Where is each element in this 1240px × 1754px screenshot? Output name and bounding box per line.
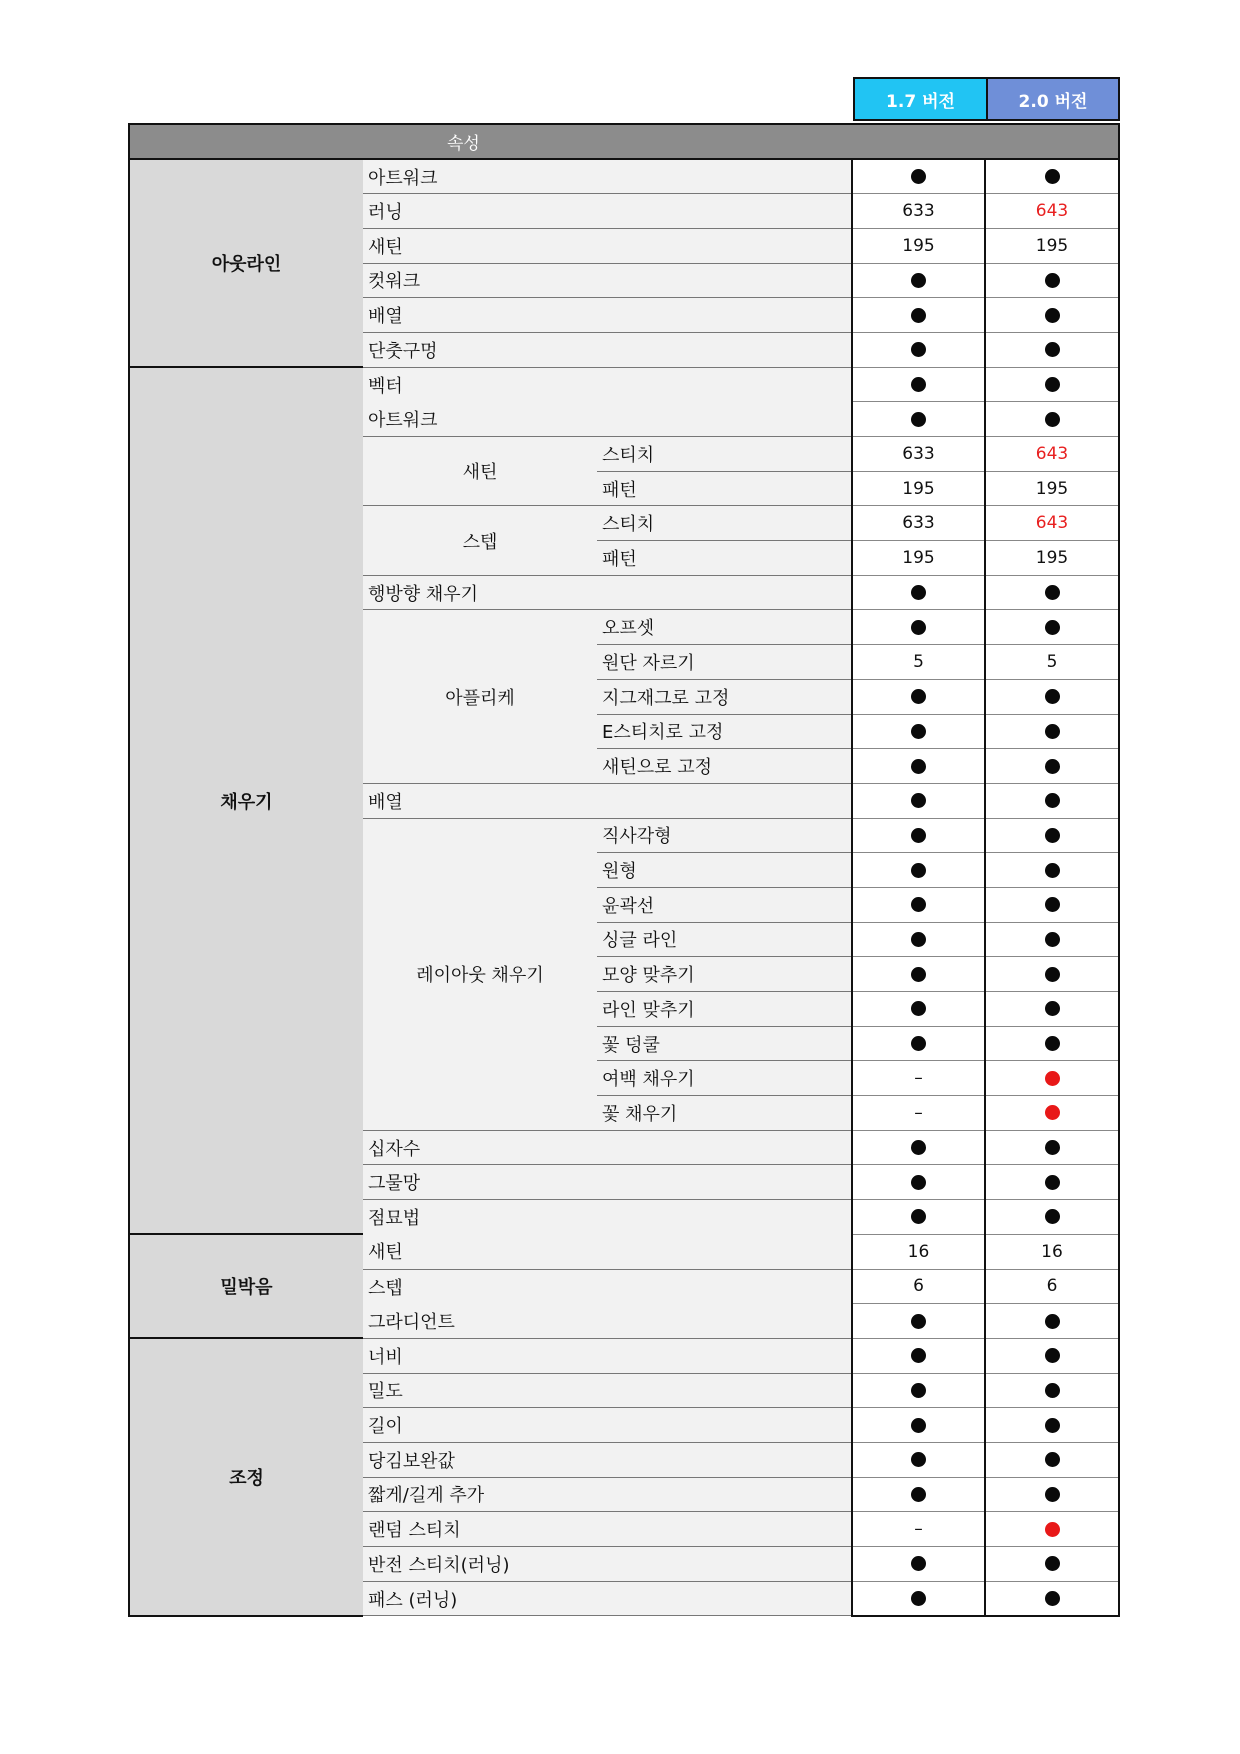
supported-dot-icon: [1045, 1071, 1060, 1086]
value-2-0: [985, 575, 1119, 610]
feature-label: 러닝: [363, 194, 852, 229]
feature-label: 그물망: [363, 1165, 852, 1200]
supported-dot-icon: [911, 412, 926, 427]
feature-comparison-table: [128, 123, 1120, 1617]
value-1-7: [852, 228, 985, 263]
supported-dot-icon: [911, 1314, 926, 1329]
value-1-7: [852, 1200, 985, 1235]
supported-dot-icon: [911, 1209, 926, 1224]
supported-dot-icon: [911, 1452, 926, 1467]
value-2-0: [985, 541, 1119, 576]
value-1-7: [852, 645, 985, 680]
value-2-0: [985, 853, 1119, 888]
supported-dot-icon: [911, 1175, 926, 1190]
supported-dot-icon: [1045, 724, 1060, 739]
supported-dot-icon: [1045, 1418, 1060, 1433]
attribute-header: [129, 124, 1119, 159]
value-1-7: [852, 1512, 985, 1547]
version-1-7-header: 1.7 버전: [853, 77, 988, 121]
value-2-0: [985, 1338, 1119, 1373]
supported-dot-icon: [911, 1140, 926, 1155]
feature-label: 아트워크: [363, 402, 852, 437]
feature-label: 모양 맞추기: [597, 957, 852, 992]
supported-dot-icon: [1045, 1452, 1060, 1467]
value-2-0: [985, 1200, 1119, 1235]
value-text: –: [914, 1519, 923, 1540]
feature-label: 직사각형: [597, 818, 852, 853]
value-text: 195: [902, 478, 935, 499]
value-2-0: [985, 1165, 1119, 1200]
value-1-7: [852, 367, 985, 402]
value-2-0: [985, 159, 1119, 194]
value-1-7: [852, 575, 985, 610]
value-2-0: [985, 228, 1119, 263]
value-2-0: [985, 922, 1119, 957]
value-1-7: [852, 714, 985, 749]
supported-dot-icon: [911, 1348, 926, 1363]
value-text: 643: [1035, 201, 1069, 222]
value-1-7: [852, 1547, 985, 1582]
value-1-7: [852, 506, 985, 541]
value-1-7: [852, 298, 985, 333]
value-1-7: [852, 332, 985, 367]
value-2-0: [985, 1373, 1119, 1408]
supported-dot-icon: [1045, 1522, 1060, 1537]
value-2-0: [985, 437, 1119, 472]
value-2-0: [985, 1408, 1119, 1443]
value-1-7: [852, 1373, 985, 1408]
value-2-0: [985, 1442, 1119, 1477]
feature-label: 밀도: [363, 1373, 852, 1408]
category-cell: 밀박음: [129, 1234, 363, 1338]
feature-label: 행방향 채우기: [363, 575, 852, 610]
supported-dot-icon: [911, 308, 926, 323]
feature-label: 컷워크: [363, 263, 852, 298]
feature-label: 라인 맞추기: [597, 992, 852, 1027]
feature-label: 랜덤 스티치: [363, 1512, 852, 1547]
supported-dot-icon: [1045, 1348, 1060, 1363]
value-2-0: [985, 1581, 1119, 1616]
supported-dot-icon: [1045, 169, 1060, 184]
value-2-0: [985, 194, 1119, 229]
value-2-0: [985, 1477, 1119, 1512]
supported-dot-icon: [1045, 897, 1060, 912]
subgroup-cell: 새틴: [363, 437, 597, 506]
feature-label: 짧게/길게 추가: [363, 1477, 852, 1512]
value-text: –: [914, 1068, 923, 1089]
supported-dot-icon: [911, 1487, 926, 1502]
value-2-0: [985, 610, 1119, 645]
value-text: 633: [902, 201, 935, 222]
supported-dot-icon: [1045, 342, 1060, 357]
feature-label: 아트워크: [363, 159, 852, 194]
value-1-7: [852, 1130, 985, 1165]
value-text: 643: [1035, 513, 1069, 534]
feature-label: 스티치: [597, 437, 852, 472]
supported-dot-icon: [911, 1036, 926, 1051]
value-1-7: [852, 471, 985, 506]
category-cell: 아웃라인: [129, 159, 363, 367]
supported-dot-icon: [1045, 967, 1060, 982]
supported-dot-icon: [911, 342, 926, 357]
table-row: [129, 1234, 1119, 1269]
supported-dot-icon: [1045, 1556, 1060, 1571]
value-2-0: [985, 887, 1119, 922]
value-text: 643: [1035, 443, 1069, 464]
value-1-7: [852, 1234, 985, 1269]
value-1-7: [852, 1408, 985, 1443]
feature-label: 오프셋: [597, 610, 852, 645]
feature-label: 스티치: [597, 506, 852, 541]
supported-dot-icon: [911, 897, 926, 912]
attribute-header-label: 속성: [447, 134, 480, 154]
supported-dot-icon: [1045, 828, 1060, 843]
table-row: [129, 367, 1119, 402]
value-1-7: [852, 1581, 985, 1616]
feature-label: 스텝: [363, 1269, 852, 1304]
supported-dot-icon: [1045, 1591, 1060, 1606]
value-1-7: [852, 992, 985, 1027]
value-1-7: [852, 1026, 985, 1061]
value-2-0: [985, 783, 1119, 818]
feature-label: 새틴으로 고정: [597, 749, 852, 784]
feature-label: 패턴: [597, 471, 852, 506]
value-1-7: [852, 1165, 985, 1200]
value-1-7: [852, 1269, 985, 1304]
value-text: 195: [1035, 478, 1069, 499]
supported-dot-icon: [911, 863, 926, 878]
value-text: 633: [902, 443, 935, 464]
value-text: 6: [913, 1276, 924, 1297]
value-1-7: [852, 1477, 985, 1512]
supported-dot-icon: [911, 1556, 926, 1571]
value-1-7: [852, 853, 985, 888]
value-2-0: [985, 1512, 1119, 1547]
subgroup-cell: 레이아웃 채우기: [363, 818, 597, 1130]
value-1-7: [852, 922, 985, 957]
value-text: 195: [1035, 547, 1069, 568]
value-2-0: [985, 1130, 1119, 1165]
value-1-7: [852, 437, 985, 472]
supported-dot-icon: [1045, 1383, 1060, 1398]
value-text: 5: [1046, 651, 1058, 672]
value-1-7: [852, 679, 985, 714]
value-2-0: [985, 298, 1119, 333]
supported-dot-icon: [911, 1591, 926, 1606]
feature-label: 패스 (러닝): [363, 1581, 852, 1616]
feature-label: 꽃 채우기: [597, 1096, 852, 1131]
feature-label: 꽃 덩쿨: [597, 1026, 852, 1061]
value-2-0: [985, 332, 1119, 367]
supported-dot-icon: [1045, 1140, 1060, 1155]
value-1-7: [852, 957, 985, 992]
table-row: [129, 1338, 1119, 1373]
value-2-0: [985, 1547, 1119, 1582]
feature-label: 길이: [363, 1408, 852, 1443]
value-2-0: [985, 818, 1119, 853]
supported-dot-icon: [1045, 273, 1060, 288]
value-2-0: [985, 1061, 1119, 1096]
supported-dot-icon: [1045, 412, 1060, 427]
subgroup-cell: 아플리케: [363, 610, 597, 783]
feature-label: 새틴: [363, 1234, 852, 1269]
value-1-7: [852, 1338, 985, 1373]
value-2-0: [985, 263, 1119, 298]
supported-dot-icon: [911, 169, 926, 184]
value-1-7: [852, 194, 985, 229]
value-text: –: [914, 1102, 923, 1123]
value-2-0: [985, 367, 1119, 402]
supported-dot-icon: [1045, 1001, 1060, 1016]
supported-dot-icon: [911, 932, 926, 947]
supported-dot-icon: [911, 724, 926, 739]
supported-dot-icon: [1045, 932, 1060, 947]
value-2-0: [985, 402, 1119, 437]
supported-dot-icon: [1045, 1209, 1060, 1224]
feature-label: 싱글 라인: [597, 922, 852, 957]
value-text: 633: [902, 513, 935, 534]
feature-label: 그라디언트: [363, 1304, 852, 1339]
value-2-0: [985, 506, 1119, 541]
value-2-0: [985, 714, 1119, 749]
supported-dot-icon: [911, 1383, 926, 1398]
supported-dot-icon: [911, 620, 926, 635]
supported-dot-icon: [1045, 308, 1060, 323]
value-1-7: [852, 1442, 985, 1477]
table-row: [129, 159, 1119, 194]
value-text: 16: [1041, 1241, 1063, 1262]
value-2-0: [985, 749, 1119, 784]
supported-dot-icon: [1045, 689, 1060, 704]
feature-label: 십자수: [363, 1130, 852, 1165]
value-2-0: [985, 957, 1119, 992]
value-1-7: [852, 1061, 985, 1096]
feature-label: E스티치로 고정: [597, 714, 852, 749]
supported-dot-icon: [1045, 585, 1060, 600]
value-1-7: [852, 1304, 985, 1339]
value-text: 6: [1046, 1276, 1058, 1297]
version-header: [853, 77, 1120, 124]
category-cell: 조정: [129, 1338, 363, 1616]
value-2-0: [985, 645, 1119, 680]
value-1-7: [852, 159, 985, 194]
value-1-7: [852, 749, 985, 784]
feature-label: 윤곽선: [597, 887, 852, 922]
supported-dot-icon: [1045, 759, 1060, 774]
feature-label: 패턴: [597, 541, 852, 576]
supported-dot-icon: [911, 1418, 926, 1433]
supported-dot-icon: [1045, 377, 1060, 392]
value-1-7: [852, 887, 985, 922]
supported-dot-icon: [1045, 1175, 1060, 1190]
value-2-0: [985, 1026, 1119, 1061]
feature-label: 반전 스티치(러닝): [363, 1547, 852, 1582]
value-2-0: [985, 1304, 1119, 1339]
value-2-0: [985, 1234, 1119, 1269]
value-text: 195: [1035, 235, 1069, 256]
value-text: 195: [902, 547, 935, 568]
supported-dot-icon: [911, 689, 926, 704]
supported-dot-icon: [1045, 863, 1060, 878]
feature-label: 지그재그로 고정: [597, 679, 852, 714]
value-text: 5: [913, 651, 924, 672]
supported-dot-icon: [911, 273, 926, 288]
supported-dot-icon: [911, 793, 926, 808]
supported-dot-icon: [911, 967, 926, 982]
version-2-0-header: 2.0 버전: [986, 77, 1120, 121]
supported-dot-icon: [911, 377, 926, 392]
value-1-7: [852, 541, 985, 576]
value-2-0: [985, 471, 1119, 506]
category-cell: 채우기: [129, 367, 363, 1234]
feature-label: 원형: [597, 853, 852, 888]
feature-label: 점묘법: [363, 1200, 852, 1235]
value-2-0: [985, 1269, 1119, 1304]
value-1-7: [852, 818, 985, 853]
value-1-7: [852, 402, 985, 437]
feature-label: 너비: [363, 1338, 852, 1373]
feature-label: 당김보완값: [363, 1442, 852, 1477]
feature-label: 배열: [363, 298, 852, 333]
value-2-0: [985, 992, 1119, 1027]
supported-dot-icon: [1045, 1036, 1060, 1051]
supported-dot-icon: [1045, 793, 1060, 808]
supported-dot-icon: [1045, 1105, 1060, 1120]
value-1-7: [852, 263, 985, 298]
supported-dot-icon: [1045, 1314, 1060, 1329]
feature-label: 단춧구멍: [363, 332, 852, 367]
value-text: 195: [902, 235, 935, 256]
feature-label: 벡터: [363, 367, 852, 402]
supported-dot-icon: [911, 1001, 926, 1016]
value-1-7: [852, 610, 985, 645]
feature-label: 원단 자르기: [597, 645, 852, 680]
supported-dot-icon: [911, 828, 926, 843]
subgroup-cell: 스텝: [363, 506, 597, 575]
supported-dot-icon: [1045, 1487, 1060, 1502]
value-2-0: [985, 1096, 1119, 1131]
supported-dot-icon: [911, 585, 926, 600]
supported-dot-icon: [1045, 620, 1060, 635]
value-1-7: [852, 783, 985, 818]
value-1-7: [852, 1096, 985, 1131]
feature-label: 새틴: [363, 228, 852, 263]
feature-label: 여백 채우기: [597, 1061, 852, 1096]
value-2-0: [985, 679, 1119, 714]
value-text: 16: [907, 1241, 930, 1262]
supported-dot-icon: [911, 759, 926, 774]
feature-label: 배열: [363, 783, 852, 818]
